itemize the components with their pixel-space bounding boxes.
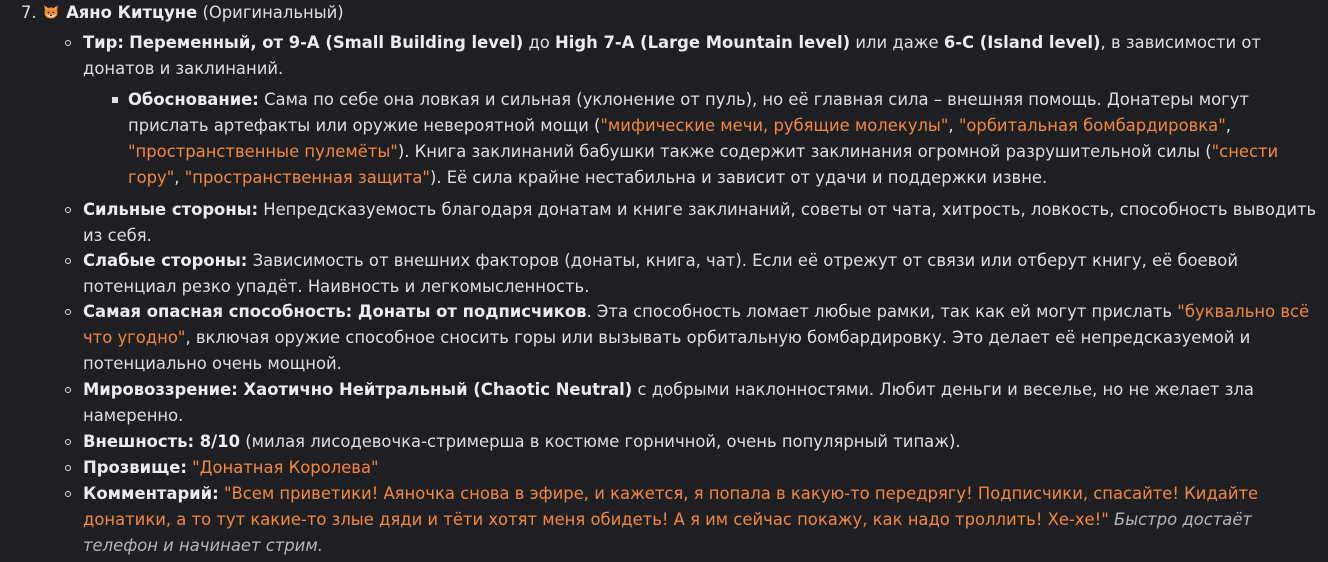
tier-max: 6-C (Island level) (943, 33, 1101, 52)
quote-spatial-shield: "пространственная защита" (184, 168, 430, 187)
weaknesses-text (63, 248, 1318, 300)
bullet (65, 387, 71, 393)
list-item-justification (108, 87, 1318, 191)
bullet (65, 309, 71, 315)
appearance-text (63, 429, 1318, 455)
alignment-label: Мировоззрение: Хаотично Нейтральный (Chaotic Neutral) (83, 380, 633, 399)
tier-low: Переменный, от 9-A (Small Building level) (129, 33, 524, 52)
character-name: Аяно Китцуне (66, 3, 198, 22)
ability-label: Самая опасная способность: Донаты от подписчиков (83, 302, 587, 321)
separator: , (174, 168, 185, 187)
list-item-header (21, 0, 344, 26)
character-note: (Оригинальный) (202, 3, 344, 22)
bullet (65, 40, 71, 46)
bullet (65, 258, 71, 264)
tier-label: Тир: (83, 33, 124, 52)
alignment-text (63, 377, 1318, 429)
quote-spatial-guns: "пространственные пулемёты" (128, 142, 398, 161)
alignment-value: с добрыми наклонностями. Любит деньги и веселье, но не желает зла намеренно. (83, 380, 1254, 425)
list-item-tier (63, 30, 1318, 82)
quote-orbital-strike: "орбитальная бомбардировка" (958, 116, 1226, 135)
ability-text (63, 299, 1318, 377)
comment-text (63, 481, 1318, 559)
list-item-strengths (63, 197, 1318, 249)
list-item-weaknesses (63, 248, 1318, 300)
quote-anything: "буквально всё что угодно" (83, 302, 1310, 347)
tier-sep-2: или даже (855, 33, 939, 52)
strengths-label: Сильные стороны: (83, 200, 259, 219)
justification-part-1: Сама по себе она ловкая и сильная (уклонение от пуль), но её главная сила – внешняя помощь. Донатеры могут прислать артефакты или оружие невероятной мощи ( (128, 90, 1249, 135)
tier-condition: , в зависимости от донатов и заклинаний. (83, 33, 1261, 78)
list-item-appearance (63, 429, 1318, 455)
justification-label: Обоснование: (128, 90, 259, 109)
list-number: 7. (21, 3, 37, 22)
bullet (112, 97, 118, 103)
quote-destroy-mountain: "снести гору" (128, 142, 1279, 187)
nickname-value: "Донатная Королева" (192, 458, 379, 477)
appearance-label: Внешность: 8/10 (83, 432, 240, 451)
strengths-text (63, 197, 1318, 249)
list-item-comment (63, 481, 1318, 559)
tier-text (63, 30, 1318, 82)
nickname-text (63, 455, 1318, 481)
quote-mythic-swords: "мифические мечи, рубящие молекулы" (600, 116, 949, 135)
separator: , (948, 116, 959, 135)
bullet (65, 465, 71, 471)
justification-part-2: ). Книга заклинаний бабушки также содержит заклинания огромной разрушительной силы ( (397, 142, 1212, 161)
comment-label: Комментарий: (83, 484, 219, 503)
nickname-label: Прозвище: (83, 458, 187, 477)
bullet (65, 207, 71, 213)
bullet (65, 439, 71, 445)
ability-part-2: , включая оружие способное сносить горы или вызывать орбитальную бомбардировку. Это делает её непредсказуемой и потенциально очень мощной. (83, 328, 1251, 373)
list-item-ability (63, 299, 1318, 377)
justification-part-3: ). Её сила крайне нестабильна и зависит от удачи и поддержки извне. (429, 168, 1048, 187)
ability-part-1: . Эта способность ломает любые рамки, так как ей могут прислать (586, 302, 1173, 321)
separator: , (1225, 116, 1231, 135)
tier-high: High 7-A (Large Mountain level) (555, 33, 851, 52)
comment-quote: "Всем приветики! Аяночка снова в эфире, и кажется, я попала в какую-то передрягу! Подписчики, спасайте! Кидайте донатики, а то тут какие-то злые дяди и тёти хотят меня обидеть! А я им сейчас покажу, как надо троллить! Хе-хе!" (83, 484, 1259, 529)
bullet (65, 491, 71, 497)
strengths-value: Непредсказуемость благодаря донатам и книге заклинаний, советы от чата, хитрость, ловкость, способность выводить из себя. (83, 200, 1317, 245)
comment-action: Быстро достаёт телефон и начинает стрим. (83, 510, 1252, 555)
list-item-nickname (63, 455, 1318, 481)
appearance-value: (милая лисодевочка-стримерша в костюме горничной, очень популярный типаж). (245, 432, 961, 451)
tier-sep-1: до (528, 33, 550, 52)
fox-face-icon (43, 4, 59, 20)
weaknesses-label: Слабые стороны: (83, 251, 248, 270)
list-item-alignment (63, 377, 1318, 429)
justification-text (108, 87, 1318, 191)
weaknesses-value: Зависимость от внешних факторов (донаты, книга, чат). Если её отрежут от связи или отберут книгу, её боевой потенциал резко упадёт. Наивность и легкомысленность. (83, 251, 1238, 296)
